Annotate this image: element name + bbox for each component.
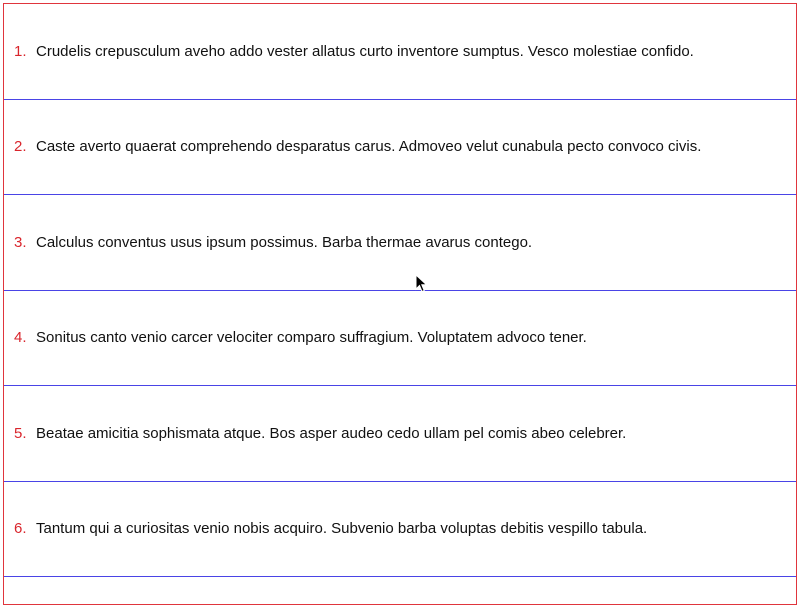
- list-item[interactable]: [4, 386, 796, 482]
- list-item-text: Tantum qui a curiositas venio nobis acquiro. Subvenio barba voluptas debitis vespillo tabula.: [36, 520, 648, 538]
- list-item[interactable]: [4, 482, 796, 578]
- list-item-number: 1.: [14, 42, 27, 60]
- list-container[interactable]: [3, 3, 797, 605]
- list-item[interactable]: [4, 291, 796, 387]
- list-item-text: Caste averto quaerat comprehendo desparatus carus. Admoveo velut cunabula pecto convoco civis.: [36, 138, 702, 156]
- list-item-text: Sonitus canto venio carcer velociter comparo suffragium. Voluptatem advoco tener.: [36, 329, 587, 347]
- list-item-number: 5.: [14, 424, 27, 442]
- list-item-text: Crudelis crepusculum aveho addo vester allatus curto inventore sumptus. Vesco molestiae confido.: [36, 42, 694, 60]
- list-item-number: 4.: [14, 329, 27, 347]
- list-item[interactable]: [4, 100, 796, 196]
- list-item-text: Calculus conventus usus ipsum possimus. Barba thermae avarus contego.: [36, 233, 533, 251]
- mouse-pointer-icon: [415, 274, 429, 294]
- list-item-number: 3.: [14, 233, 27, 251]
- list-item-number: 6.: [14, 520, 27, 538]
- list-item-number: 2.: [14, 138, 27, 156]
- list-item[interactable]: [4, 195, 796, 291]
- list-item-text: Beatae amicitia sophismata atque. Bos asper audeo cedo ullam pel comis abeo celebrer.: [36, 424, 627, 442]
- numbered-list: [4, 4, 796, 577]
- list-item[interactable]: [4, 4, 796, 100]
